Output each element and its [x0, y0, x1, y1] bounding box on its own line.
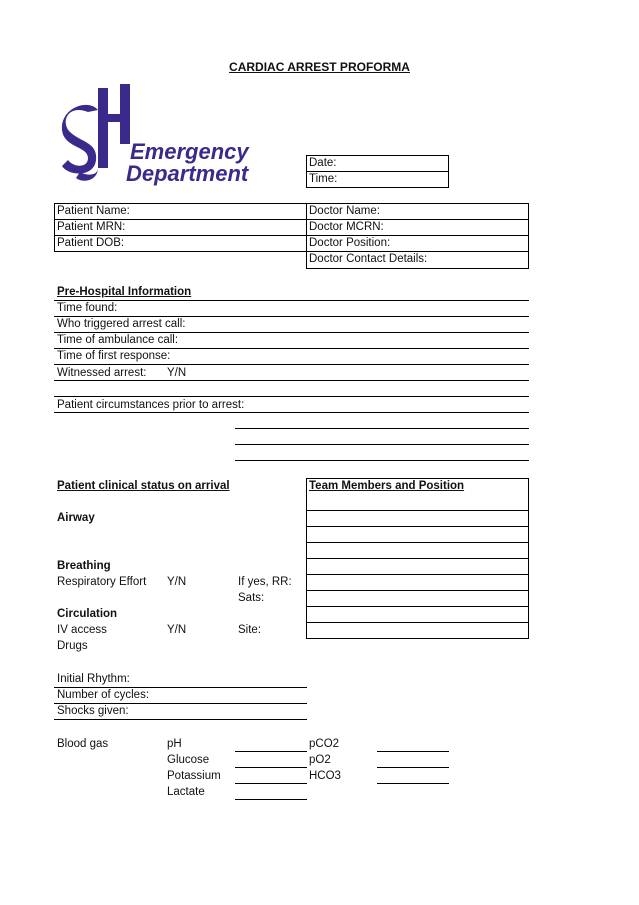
logo-line1: Emergency — [130, 139, 249, 164]
blood-gas-label: Blood gas — [57, 738, 109, 750]
form-title: CARDIAC ARREST PROFORMA — [229, 60, 410, 74]
resp-effort-label: Respiratory Effort — [57, 576, 147, 588]
clinical-heading: Patient clinical status on arrival — [57, 480, 230, 492]
potassium-input-line[interactable] — [235, 783, 307, 784]
circumstances-field[interactable]: Patient circumstances prior to arrest: — [57, 399, 245, 411]
ph-label: pH — [167, 738, 182, 750]
sats-field[interactable]: Sats: — [238, 592, 265, 604]
prehospital-heading: Pre-Hospital Information — [57, 286, 192, 298]
witnessed-yn[interactable]: Y/N — [167, 367, 187, 379]
shocks-field[interactable]: Shocks given: — [57, 705, 129, 717]
breathing-heading: Breathing — [57, 560, 111, 572]
circumstances-line-3[interactable] — [235, 460, 529, 461]
team-row[interactable] — [306, 510, 529, 511]
logo — [58, 84, 273, 184]
resp-effort-yn[interactable]: Y/N — [167, 576, 187, 588]
triggered-by-field[interactable]: Who triggered arrest call: — [57, 318, 186, 330]
resp-rate-field[interactable]: If yes, RR: — [238, 576, 292, 588]
iv-access-label: IV access — [57, 624, 107, 636]
pco2-input-line[interactable] — [377, 751, 449, 752]
circulation-heading: Circulation — [57, 608, 118, 620]
team-row[interactable] — [306, 574, 529, 575]
ambulance-call-field[interactable]: Time of ambulance call: — [57, 334, 179, 346]
glucose-input-line[interactable] — [235, 767, 307, 768]
pco2-label: pCO2 — [309, 738, 340, 750]
time-label[interactable]: Time: — [309, 173, 338, 185]
initial-rhythm-field[interactable]: Initial Rhythm: — [57, 673, 130, 685]
lactate-label: Lactate — [167, 786, 205, 798]
team-row[interactable] — [306, 526, 529, 527]
po2-input-line[interactable] — [377, 767, 449, 768]
patient-name-field[interactable]: Patient Name: — [57, 205, 130, 217]
doctor-mcrn-field[interactable]: Doctor MCRN: — [309, 221, 384, 233]
drugs-field[interactable]: Drugs — [57, 640, 88, 652]
patient-dob-field[interactable]: Patient DOB: — [57, 237, 125, 249]
glucose-label: Glucose — [167, 754, 210, 766]
team-row[interactable] — [306, 558, 529, 559]
airway-heading: Airway — [57, 512, 95, 524]
ph-input-line[interactable] — [235, 751, 307, 752]
circumstances-line-1[interactable] — [235, 428, 529, 429]
cycles-field[interactable]: Number of cycles: — [57, 689, 150, 701]
team-row[interactable] — [306, 622, 529, 623]
team-row[interactable] — [306, 542, 529, 543]
time-found-field[interactable]: Time found: — [57, 302, 118, 314]
team-row[interactable] — [306, 590, 529, 591]
patient-mrn-field[interactable]: Patient MRN: — [57, 221, 126, 233]
iv-site-field[interactable]: Site: — [238, 624, 262, 636]
iv-access-yn[interactable]: Y/N — [167, 624, 187, 636]
doctor-name-field[interactable]: Doctor Name: — [309, 205, 380, 217]
doctor-position-field[interactable]: Doctor Position: — [309, 237, 391, 249]
logo-line2: Department — [126, 161, 249, 186]
doctor-contact-field[interactable]: Doctor Contact Details: — [309, 253, 428, 265]
hco3-input-line[interactable] — [377, 783, 449, 784]
lactate-input-line[interactable] — [235, 799, 307, 800]
hco3-label: HCO3 — [309, 770, 341, 782]
team-row[interactable] — [306, 606, 529, 607]
team-heading: Team Members and Position — [309, 480, 465, 492]
potassium-label: Potassium — [167, 770, 221, 782]
po2-label: pO2 — [309, 754, 331, 766]
witnessed-arrest-field[interactable]: Witnessed arrest: — [57, 367, 147, 379]
date-label[interactable]: Date: — [309, 157, 337, 169]
first-response-field[interactable]: Time of first response: — [57, 350, 171, 362]
circumstances-line-2[interactable] — [235, 444, 529, 445]
